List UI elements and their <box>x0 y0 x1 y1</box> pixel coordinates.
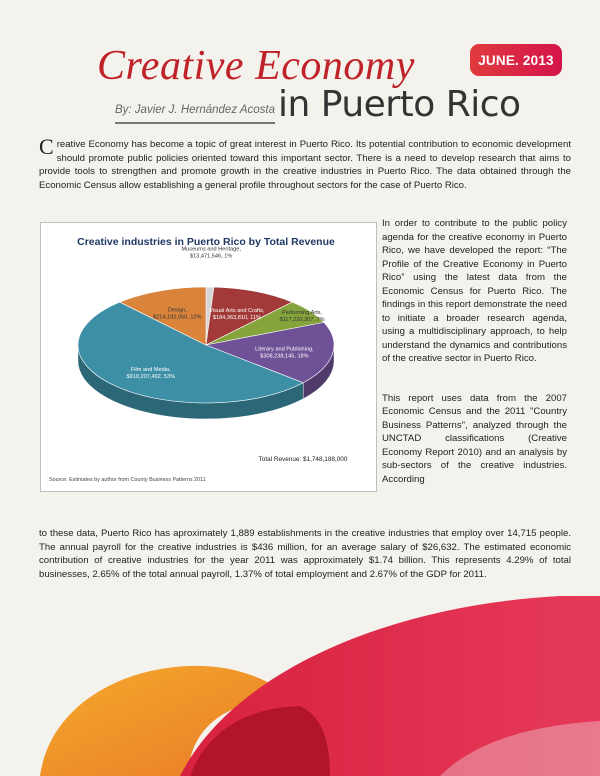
chart-svg <box>41 223 376 491</box>
intro-text: reative Economy has become a topic of great interest in Puerto Rico. Its potential contribution to economic development should promote public policies oriented toward this important sector. There is a need to develop research that aims to provide tools to strengthen and promote growth in the creative industries in Puerto Rico. The data obtained through the Economic Census allow establishing a general profile throughout sectors for the case of Puerto Rico. <box>39 139 571 191</box>
pie-label-literary-and-publishing: Literary and Publishing, $308,238,145, 18% <box>255 346 314 360</box>
chart-total-label: Total Revenue: $1,748,188,000 <box>258 456 348 463</box>
intro-paragraph <box>39 134 571 192</box>
pie-label-design: Design, $214,192,050, 12% <box>153 307 202 321</box>
chart-title: Creative industries in Puerto Rico by Total Revenue <box>77 236 335 248</box>
byline: By: Javier J. Hernández Acosta <box>115 104 276 116</box>
drop-cap: C <box>39 134 54 159</box>
right-paragraph-1: In order to contribute to the public policy agenda for the creative economy in Puerto Rico, we have developed the report: “The Profile of the Creative Economy in Puerto Rico” using the latest data from the Economic Census for Puerto Rico. The findings in this report demonstrate the need to initiate a broader research agenda, using a multidisciplinary approach, to help understand the dynamics and contributions of the creative sector in Puerto Rico. <box>382 218 567 364</box>
right-column <box>382 217 567 512</box>
pie-label-film-and-media: Film and Media, $910,207,492, 53% <box>126 366 176 380</box>
bottom-paragraph: to these data, Puerto Rico has aproximately 1,889 establishments in the creative industries that employ over 14,715 people. The annual payroll for the creative industries is $436 million, for an average salary of $26,632. The estimated economic contribution of creative industries for the year 2011 was approximately $1.74 billion. This represents 4.29% of total businesses, 2.65% of the total annual payroll, 1.37% of total employment and 2.67% of the GDP for 2011. <box>39 528 571 580</box>
byline-rule <box>115 122 275 124</box>
pie-label-museums-and-heritage: Museums and Heritage, $13,471,546, 1% <box>181 246 241 260</box>
right-paragraph-2: This report uses data from the 2007 Economic Census and the 2011 "Country Business Patterns", analyzed through the UNCTAD classifications (Creative Economy Report 2010) and an analysis by sub-sectors of the creative industries. According <box>382 392 567 485</box>
date-badge: JUNE. 2013 <box>470 44 562 76</box>
chart-source: Source: Estimates by author from County Business Patterns 2011 <box>49 477 206 483</box>
revenue-pie-chart <box>40 222 377 492</box>
title-line-2: in Puerto Rico <box>278 84 521 125</box>
pie-label-visual-arts-and-crafts: Visual Arts and Crafts, $184,363,810, 11% <box>209 307 265 321</box>
pie-label-performing-arts: Performing Arts, $117,220,307, 7% <box>279 310 325 324</box>
title-line-1: Creative Economy <box>97 43 415 89</box>
decorative-swoosh <box>0 596 600 776</box>
